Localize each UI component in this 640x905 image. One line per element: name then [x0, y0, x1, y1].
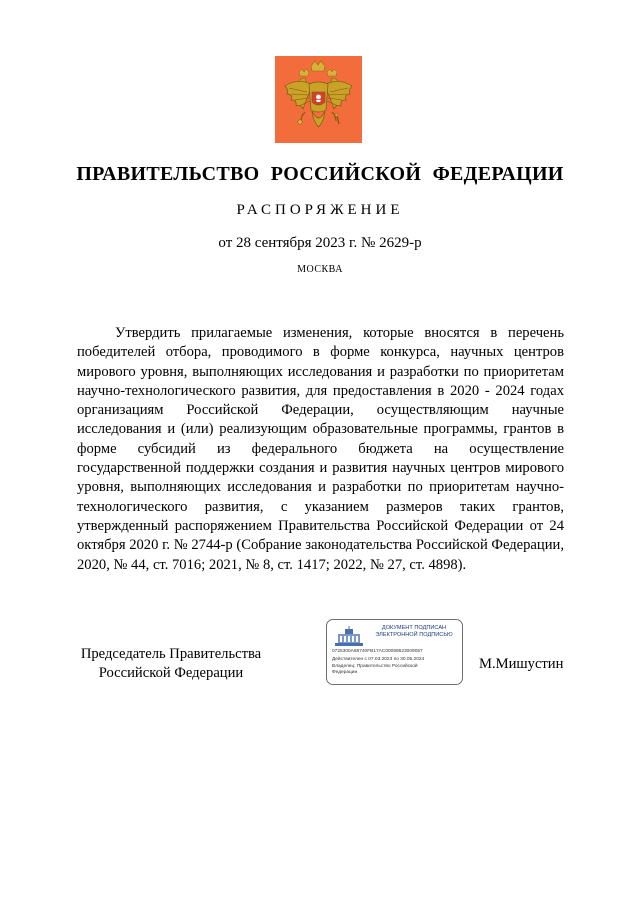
- signer-position-line-1: Председатель Правительства: [80, 646, 262, 662]
- signer-position-line-2: Российской Федерации: [98, 665, 244, 681]
- government-title: ПРАВИТЕЛЬСТВО РОССИЙСКОЙ ФЕДЕРАЦИИ: [76, 163, 564, 185]
- stamp-heading-line-2: ЭЛЕКТРОННОЙ ПОДПИСЬЮ: [375, 632, 453, 638]
- stamp-certificate: 0725300A68740FB17AC00089623009057: [332, 649, 423, 654]
- stamp-validity: Действителен с 07.03.2023 по 30.05.2024: [332, 657, 425, 662]
- stamp-owner-line-1: Владелец: Правительство Российской: [332, 664, 418, 669]
- coat-of-arms-icon: [275, 56, 362, 143]
- stamp-heading: [367, 625, 461, 639]
- stamp-owner-line-2: Федерации: [332, 670, 358, 675]
- signer-position: [60, 645, 282, 683]
- government-building-icon: [334, 626, 364, 648]
- signer-name: М.Мишустин: [479, 656, 564, 672]
- document-city: МОСКВА: [297, 264, 343, 275]
- electronic-signature-stamp: [326, 619, 463, 685]
- document-type: РАСПОРЯЖЕНИЕ: [236, 202, 404, 218]
- document-date-number: от 28 сентября 2023 г. № 2629-р: [218, 235, 422, 251]
- stamp-heading-line-1: ДОКУМЕНТ ПОДПИСАН: [381, 625, 447, 631]
- order-text: Утвердить прилагаемые изменения, которые вносятся в перечень победителей отбора, проводимого в форме конкурса, научных центров мирового уровня, выполняющих исследования и разработки по приоритетам научно-технологического развития, для предоставления в 2020 - 2024 годах организациям Российской Федерации, осуществляющим научные исследования и (или) реализующим образовательные программы, грантов в форме субсидий из федерального бюджета на осуществление государственной поддержки создания и развития научных центров мирового уровня, выполняющих исследования и разработки по приоритетам научно-технологического развития, с указанием размеров таких грантов, утвержденный распоряжением Правительства Российской Федерации от 24 октября 2020 г. № 2744-р (Собрание законодательства Российской Федерации, 2020, № 44, ст. 7016; 2021, № 8, ст. 1417; 2022, № 27, ст. 4898).: [77, 325, 564, 573]
